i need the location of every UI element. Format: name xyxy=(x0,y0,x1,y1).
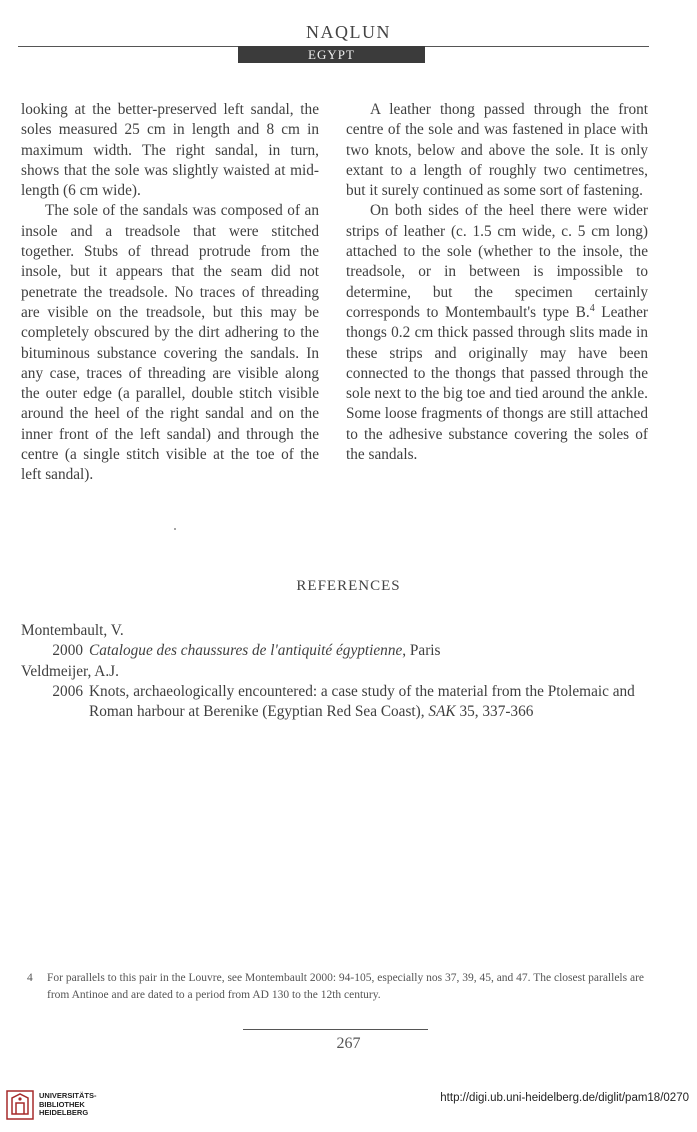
library-name-line: BIBLIOTHEK xyxy=(39,1099,85,1109)
paragraph: A leather thong passed through the front centre of the sole and was fastened in place with two knots, below and above the sole. It is only extant to a length of roughly two centimetres, but it surely continued as some sort of fastening. xyxy=(346,101,648,200)
paragraph-text: On both sides of the heel there were wider strips of leather (c. 1.5 cm wide, c. 5 cm long) attached to the sole (whether to the insole, the treadsole, or in between is impossible to determine, but the specimen certainly corresponds to Montembault's type B. xyxy=(346,202,648,321)
reference-author: Montembault, V. xyxy=(21,622,124,639)
reference-title: Knots, archaeologically encountered: a case study of the material from the Ptolemaic and Roman harbour at Berenike (Egyptian Red Sea Coast), xyxy=(89,682,635,721)
references-heading: REFERENCES xyxy=(296,578,401,594)
paragraph-text: Leather thongs 0.2 cm thick passed through slits made in these strips and originally may have been connected to the thongs that passed through the sole next to the big toe and tied around the ankle. Some loose fragments of thongs are still attached to the adhesive substance covering the soles of the sandals. xyxy=(346,303,649,464)
footnote xyxy=(21,970,651,1004)
footer-rule xyxy=(243,1029,428,1030)
reference-entry xyxy=(21,682,651,723)
library-seal-icon xyxy=(6,1090,34,1120)
reference-pages: 35, 337-366 xyxy=(455,703,534,721)
country-label: EGYPT xyxy=(238,46,425,63)
paragraph xyxy=(346,201,648,465)
left-column xyxy=(21,100,319,486)
reference-entry xyxy=(21,641,651,661)
footnote-ref[interactable]: 4 xyxy=(589,302,595,314)
paragraph: looking at the better-preserved left sandal, the soles measured 25 cm in length and 8 cm in maximum width. The right sandal, in turn, shows that the sole was slightly waisted at mid-length (6 cm wide). xyxy=(21,101,319,200)
page-number: 267 xyxy=(336,1035,361,1052)
reference-place: , Paris xyxy=(402,642,441,660)
library-name xyxy=(39,1092,97,1118)
reference-journal: SAK xyxy=(428,703,456,721)
footnote-number: 4 xyxy=(27,972,33,984)
reference-title: Catalogue des chaussures de l'antiquité égyptienne xyxy=(89,642,403,660)
paragraph: The sole of the sandals was composed of an insole and a treadsole that were stitched together. Stubs of thread protrude from the insole, but it appears that the seam did not penetrate the treadsole. No traces of threading are visible on the treadsole, but this may be completely obscured by the dirt adhering to the bituminous substance covering the sandals. In any case, traces of threading are visible along the outer edge (a parallel, double stitch visible around the heel of the right sandal and on the inner front of the left sandal) and through the centre (a single stitch visible at the toe of the left sandal). xyxy=(21,202,319,484)
source-url-link[interactable]: http://digi.ub.uni-heidelberg.de/diglit/pam18/0270 xyxy=(440,1092,689,1104)
reference-text xyxy=(89,641,651,661)
library-name-line: UNIVERSITÄTS- xyxy=(39,1091,97,1101)
library-name-line: HEIDELBERG xyxy=(39,1108,89,1118)
reference-year: 2000 xyxy=(52,642,83,660)
reference-text xyxy=(89,682,651,723)
library-logo[interactable] xyxy=(6,1090,97,1120)
running-head xyxy=(0,22,697,43)
reference-year: 2006 xyxy=(52,682,83,700)
references-list xyxy=(21,621,651,722)
reference-author: Veldmeijer, A.J. xyxy=(21,662,119,680)
page-title: NAQLUN xyxy=(306,22,391,42)
footnote-text: For parallels to this pair in the Louvre, see Montembault 2000: 94-105, especially nos 37, 39, 45, and 47. The closest parallels are from Antinoe and are dated to a period from AD 130 to the 12th century. xyxy=(47,972,645,1001)
right-column xyxy=(346,100,648,465)
stray-mark xyxy=(174,528,176,530)
